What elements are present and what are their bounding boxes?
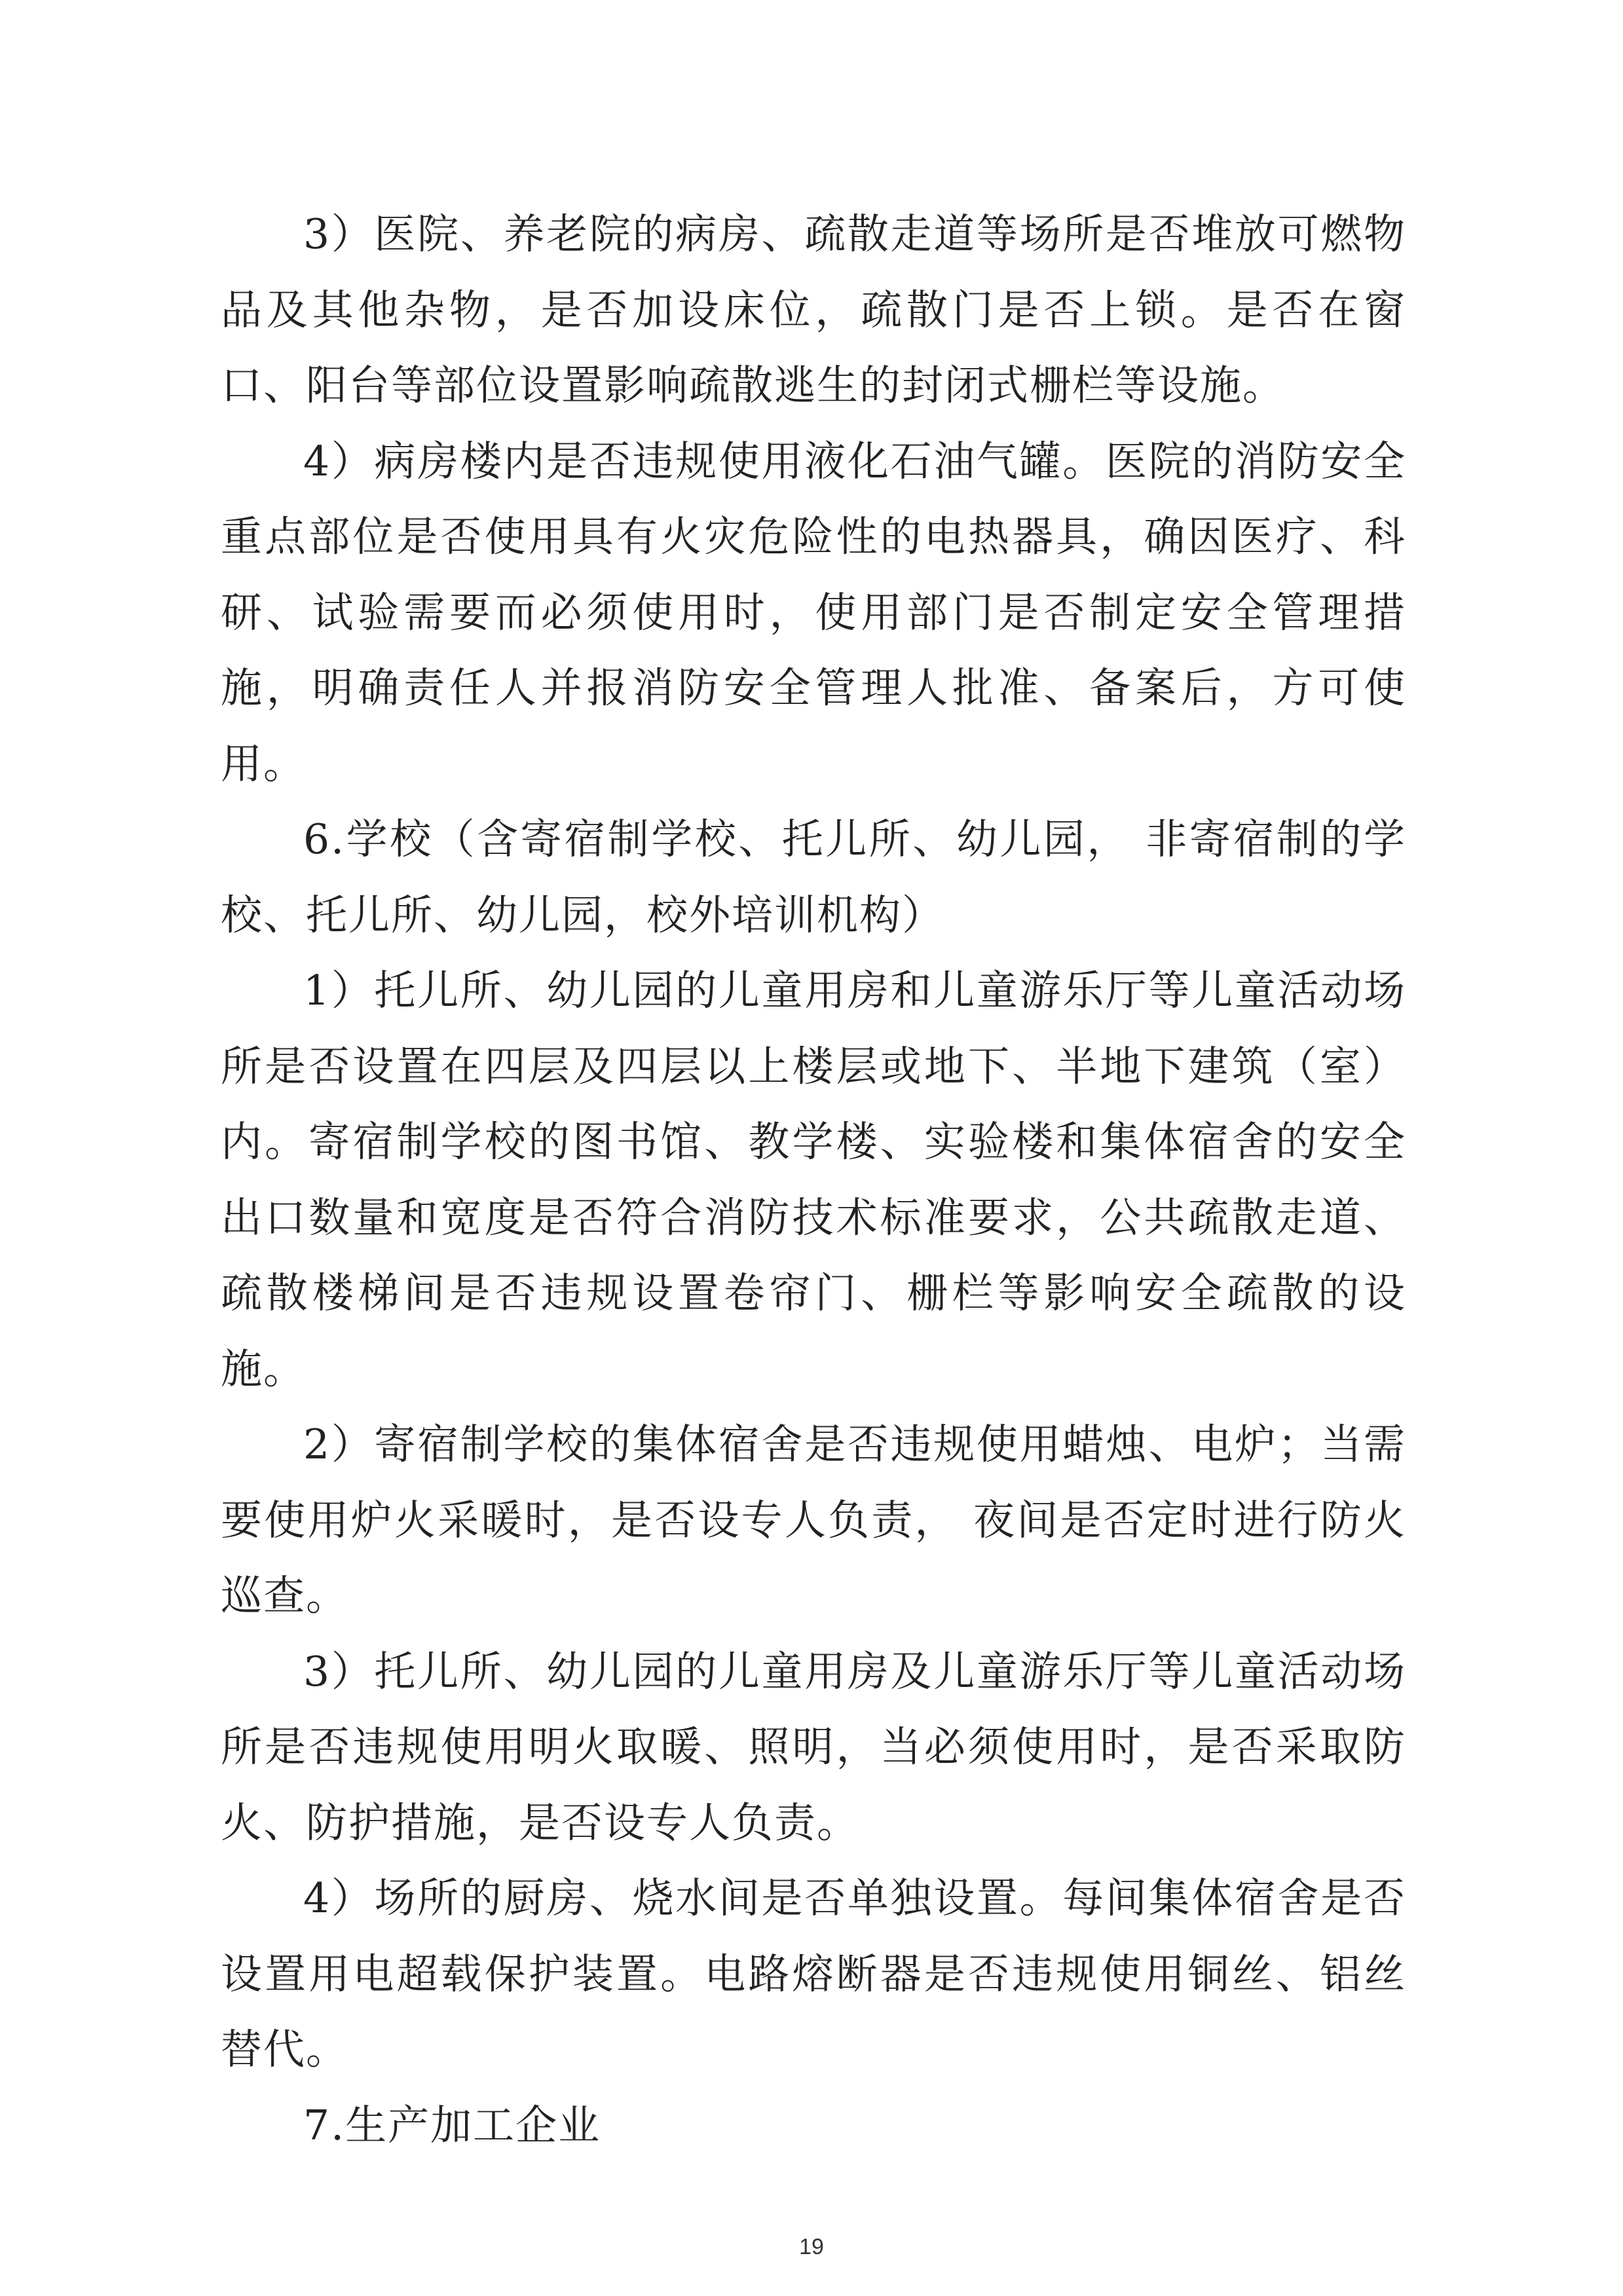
paragraph-hospital-item-4: 4）病房楼内是否违规使用液化石油气罐。医院的消防安全重点部位是否使用具有火灾危险性的电热器具，确因医疗、科研、试验需要而必须使用时，使用部门是否制定安全管理措施，明确责任人并报消防安全管理人批准、备案后，方可使用。 — [221, 437, 1406, 788]
paragraph-school-item-2: 2）寄宿制学校的集体宿舍是否违规使用蜡烛、电炉；当需要使用炉火采暖时，是否设专人负责， 夜间是否定时进行防火巡查。 — [221, 1420, 1406, 1620]
body-text — [221, 196, 1406, 2163]
paragraph-school-item-1: 1）托儿所、幼儿园的儿童用房和儿童游乐厅等儿童活动场所是否设置在四层及四层以上楼层或地下、半地下建筑（室）内。寄宿制学校的图书馆、教学楼、实验楼和集体宿舍的安全出口数量和宽度是否符合消防技术标准要求，公共疏散走道、疏散楼梯间是否违规设置卷帘门、栅栏等影响安全疏散的设施。 — [221, 967, 1406, 1393]
paragraph-school-item-3: 3）托儿所、幼儿园的儿童用房及儿童游乐厅等儿童活动场所是否违规使用明火取暖、照明，当必须使用时，是否采取防火、防护措施，是否设专人负责。 — [221, 1647, 1406, 1847]
paragraph-hospital-item-3: 3）医院、养老院的病房、疏散走道等场所是否堆放可燃物品及其他杂物，是否加设床位，疏散门是否上锁。是否在窗口、阳台等部位设置影响疏散逃生的封闭式栅栏等设施。 — [221, 210, 1406, 409]
paragraph-school-item-4: 4）场所的厨房、烧水间是否单独设置。每间集体宿舍是否设置用电超载保护装置。电路熔断器是否违规使用铜丝、铝丝替代。 — [221, 1874, 1406, 2073]
page-number: 19 — [799, 2234, 824, 2259]
section-heading-schools: 6.学校（含寄宿制学校、托儿所、幼儿园， 非寄宿制的学校、托儿所、幼儿园，校外培训机构） — [221, 815, 1406, 939]
section-heading-manufacturing: 7.生产加工企业 — [303, 2101, 601, 2149]
